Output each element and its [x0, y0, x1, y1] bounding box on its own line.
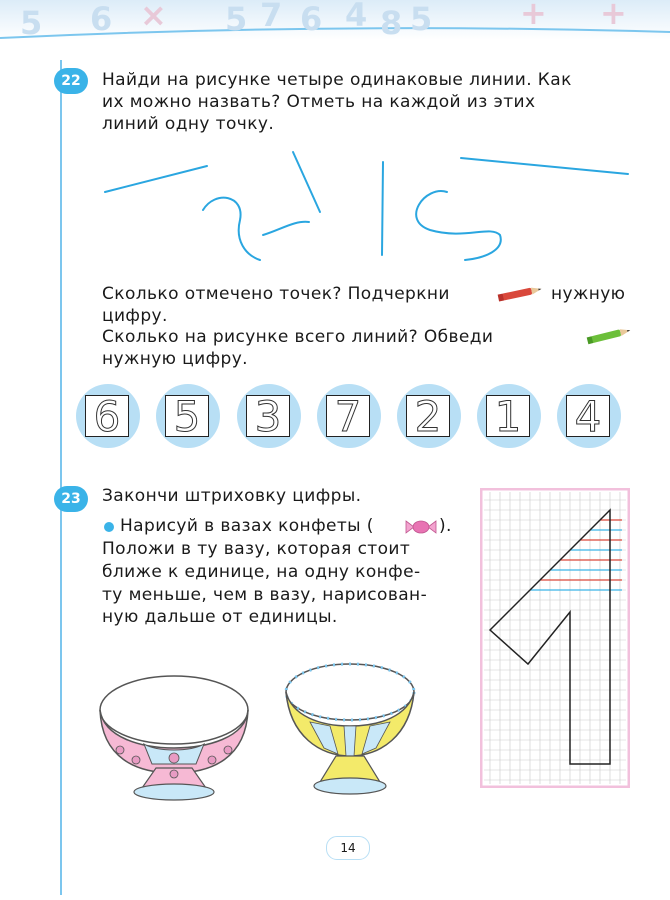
svg-text:×: ×	[140, 0, 167, 34]
task23-sub-line-5: ную дальше от единицы.	[102, 607, 338, 627]
task22-text-line-3: линий одну точку.	[102, 114, 275, 134]
digit-circle-5[interactable]	[156, 384, 220, 448]
task22-text-line-2: их можно назвать? Отметь на каждой из этих	[102, 92, 536, 112]
digit-1: 1	[494, 392, 522, 441]
digit-5: 5	[173, 392, 201, 441]
svg-text:+: +	[520, 0, 547, 32]
lines-figure	[95, 140, 640, 270]
yellow-vase	[280, 656, 420, 806]
task-number-23: 23	[54, 486, 88, 512]
margin-line	[60, 60, 62, 895]
hatching-grid	[480, 488, 630, 788]
digit-circle-3[interactable]	[237, 384, 301, 448]
task23-sub-line-1-end: ).	[439, 516, 452, 536]
digit-circle-2[interactable]	[397, 384, 461, 448]
candy-icon	[404, 517, 438, 541]
task-number-22: 22	[54, 68, 88, 94]
digit-circle-4[interactable]	[557, 384, 621, 448]
task23-sub-line-2: Положи в ту вазу, которая стоит	[102, 539, 411, 559]
question-2-text-2: нужную цифру.	[102, 349, 248, 369]
svg-text:5: 5	[20, 4, 43, 42]
digit-circle-1[interactable]	[477, 384, 541, 448]
digit-circle-7[interactable]	[317, 384, 381, 448]
red-pencil-icon	[496, 283, 544, 309]
question-2-text: Сколько на рисунке всего линий? Обведи	[102, 327, 494, 347]
svg-text:6: 6	[90, 0, 113, 38]
task23-text-line-1: Закончи штриховку цифры.	[102, 486, 362, 506]
green-pencil-icon	[585, 325, 633, 351]
svg-text:+: +	[600, 0, 627, 32]
page-number: 14	[326, 836, 370, 860]
digit-circle-6[interactable]	[76, 384, 140, 448]
task23-sub-line-1: Нарисуй в вазах конфеты (	[120, 516, 374, 536]
header-decoration	[0, 0, 670, 52]
bullet-dot	[104, 522, 114, 532]
svg-text:8: 8	[380, 4, 403, 42]
digit-7: 7	[334, 392, 362, 441]
task23-sub-line-3: ближе к единице, на одну конфе-	[102, 562, 421, 582]
question-1-text-2: цифру.	[102, 306, 168, 326]
pink-vase	[96, 668, 256, 808]
svg-text:5: 5	[225, 0, 248, 38]
svg-text:6: 6	[300, 0, 323, 38]
digit-4: 4	[574, 392, 602, 441]
task22-text-line-1: Найди на рисунке четыре одинаковые линии. Как	[102, 70, 572, 90]
digit-3: 3	[254, 392, 282, 441]
digit-2: 2	[414, 392, 442, 441]
svg-text:7: 7	[260, 0, 283, 34]
svg-text:5: 5	[410, 0, 433, 38]
digit-6: 6	[93, 392, 121, 441]
task23-sub-line-4: ту меньше, чем в вазу, нарисован-	[102, 585, 428, 605]
svg-text:4: 4	[345, 0, 368, 34]
question-1-text-end: нужную	[551, 284, 626, 304]
question-1-text: Сколько отмечено точек? Подчеркни	[102, 284, 450, 304]
